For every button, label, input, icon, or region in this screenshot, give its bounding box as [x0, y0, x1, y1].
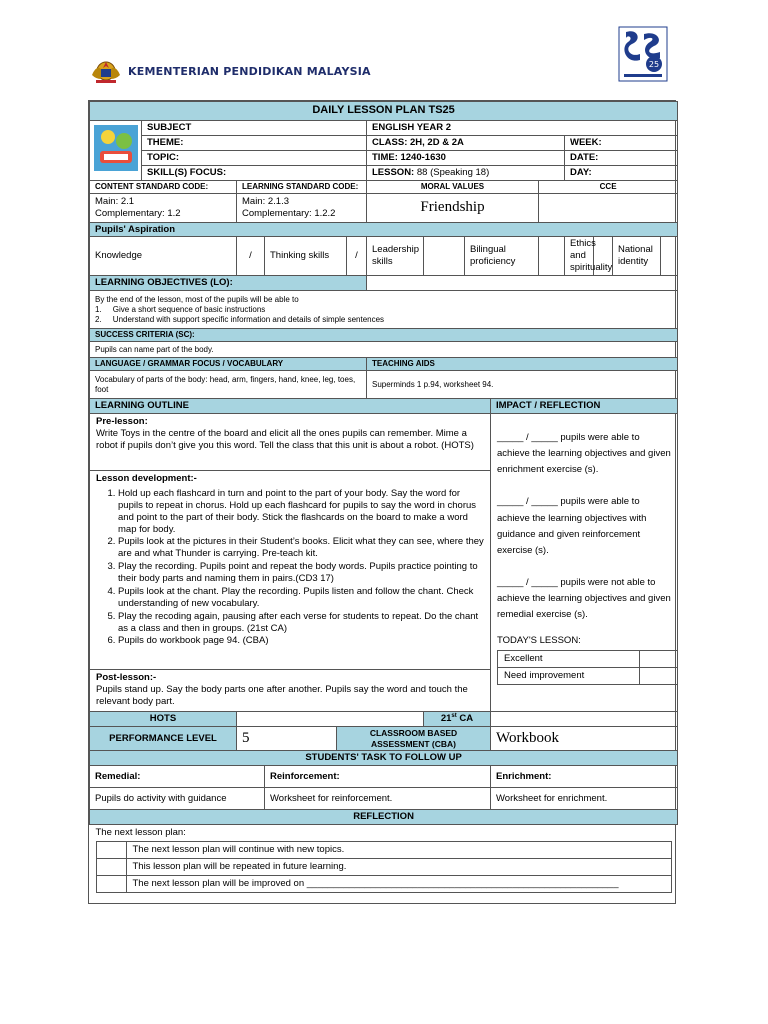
- aspiration-bilingual-mark: [539, 237, 565, 276]
- lesson-value: 88 (Speaking 18): [416, 166, 490, 178]
- learning-main: Main: 2.1.3: [242, 195, 289, 207]
- aspiration-leadership-mark: [424, 237, 465, 276]
- pre-lesson-label: Pre-lesson:: [96, 416, 148, 427]
- next-plan-options: [96, 841, 672, 893]
- rating-need-improvement: Need improvement: [498, 668, 640, 685]
- subject-value: ENGLISH YEAR 2: [367, 121, 678, 136]
- cba-label: CLASSROOM BASED ASSESSMENT (CBA): [337, 727, 491, 751]
- post-lesson-text: Pupils stand up. Say the body parts one after another. Pupils say the word and touch the relevant body part.: [96, 683, 468, 707]
- learning-objectives-body: [90, 291, 678, 329]
- skills-focus-label: SKILL(S) FOCUS:: [142, 165, 367, 180]
- impact-reflection-body: [491, 414, 678, 712]
- aspiration-thinking-mark: /: [347, 237, 367, 276]
- cce-header: CCE: [539, 180, 678, 193]
- learning-complementary: Complementary: 1.2.2: [242, 207, 336, 219]
- lesson-step: 2. Pupils look at the pictures in their Student’s books. Elicit what they can see, where they are and what Thunder is carrying. Pre-teach kit.: [118, 536, 484, 560]
- week-label: WEEK:: [565, 135, 678, 150]
- next-plan-option: This lesson plan will be repeated in future learning.: [126, 859, 671, 876]
- lesson-step: 5. Play the recoding again, pausing after each verse for students to repeat. Do the chant as a class and then in groups. (21st CA): [118, 611, 484, 635]
- theme-label: THEME:: [142, 135, 367, 150]
- aspiration-knowledge-mark: /: [237, 237, 265, 276]
- aspiration-bilingual: Bilingual proficiency: [465, 237, 539, 276]
- lesson-plan-sheet: [88, 100, 676, 904]
- performance-level-label: PERFORMANCE LEVEL: [90, 727, 237, 751]
- teaching-aids-text: Superminds 1 p.94, worksheet 94.: [367, 371, 678, 399]
- todays-lesson-label: TODAY'S LESSON:: [497, 635, 581, 647]
- aspiration-header: Pupils' Aspiration: [90, 222, 678, 237]
- subject-label: SUBJECT: [142, 121, 367, 136]
- ca21-sup: st: [451, 713, 457, 719]
- time-info: TIME: 1240-1630: [367, 150, 565, 165]
- impact-reflection-header: IMPACT / REFLECTION: [491, 399, 678, 414]
- todays-lesson-rating: [497, 650, 678, 685]
- enrichment-label: Enrichment:: [491, 766, 678, 788]
- performance-level-value: 5: [237, 727, 337, 751]
- aspiration-thinking: Thinking skills: [265, 237, 347, 276]
- reinforcement-label: Reinforcement:: [265, 766, 491, 788]
- remedial-label: Remedial:: [90, 766, 265, 788]
- learning-standard-header: LEARNING STANDARD CODE:: [237, 180, 367, 193]
- impact-reinforcement: _____ / _____ pupils were able to achieve the learning objectives with guidance and given reinforcement exercise (s).: [497, 496, 647, 556]
- lesson-development-list: [96, 488, 484, 647]
- moral-value: Friendship: [367, 193, 539, 222]
- rating-excellent: Excellent: [498, 651, 640, 668]
- language-focus-header: LANGUAGE / GRAMMAR FOCUS / VOCABULARY: [90, 358, 367, 371]
- next-plan-label: The next lesson plan:: [95, 827, 186, 839]
- book-cover-icon: [94, 125, 138, 171]
- lo-intro: By the end of the lesson, most of the pupils will be able to: [95, 294, 299, 304]
- coat-of-arms-icon: [90, 57, 122, 85]
- success-criteria-text: Pupils can name part of the body.: [90, 342, 678, 358]
- remedial-text: Pupils do activity with guidance: [90, 788, 265, 810]
- learning-outline-header: LEARNING OUTLINE: [90, 399, 491, 414]
- ca21-suffix: CA: [456, 713, 474, 725]
- class-info: CLASS: 2H, 2D & 2A: [367, 135, 565, 150]
- content-main: Main: 2.1: [95, 195, 135, 207]
- lesson-label: LESSON:: [372, 166, 415, 178]
- post-lesson-label: Post-lesson:-: [96, 672, 157, 683]
- learning-standard-values: [237, 193, 367, 222]
- next-plan-section: [90, 839, 678, 893]
- rating-excellent-box[interactable]: [640, 651, 678, 668]
- next-plan-option: The next lesson plan will continue with new topics.: [126, 842, 671, 859]
- language-focus-text: Vocabulary of parts of the body: head, arm, fingers, hand, knee, leg, toes, foot: [90, 371, 367, 399]
- teaching-aids-header: TEACHING AIDS: [367, 358, 678, 371]
- pre-lesson-text: Write Toys in the centre of the board and elicit all the ones pupils can remember. Mime a robot if pupils don’t give you this word. Tell the class that this unit is about a robot. (HOTS): [96, 427, 474, 451]
- next-plan-option: The next lesson plan will be improved on ___________________________________________________________: [126, 875, 671, 892]
- reflection-header: REFLECTION: [90, 810, 678, 825]
- cce-value: [539, 193, 678, 222]
- aspiration-ethics: Ethics and spirituality: [565, 237, 594, 276]
- date-label: DATE:: [565, 150, 678, 165]
- pre-lesson-section: [90, 414, 490, 471]
- day-label: DAY:: [565, 165, 678, 180]
- lesson-step: 3. Play the recording. Pupils point and repeat the body words. Pupils practice pointing to their body parts and naming them in pairs.(CD3 17): [118, 561, 484, 585]
- moral-values-header: MORAL VALUES: [367, 180, 539, 193]
- next-plan-checkbox[interactable]: [96, 859, 126, 876]
- content-complementary: Complementary: 1.2: [95, 207, 181, 219]
- superminds-thumbnail: [90, 121, 142, 181]
- lesson-info: [367, 165, 565, 180]
- lesson-step: 4. Pupils look at the chant. Play the recording. Pupils listen and follow the chant. Check understanding of new vocabulary.: [118, 586, 484, 610]
- ca21-label: [424, 712, 491, 727]
- post-lesson-section: [90, 670, 490, 710]
- aspiration-national-mark: [661, 237, 678, 276]
- enrichment-text: Worksheet for enrichment.: [491, 788, 678, 810]
- ca21-number: 21: [440, 713, 452, 725]
- hots-label: HOTS: [90, 712, 237, 727]
- lo-item: 2. Understand with support specific information and details of simple sentences: [95, 314, 385, 324]
- learning-objectives-header: LEARNING OBJECTIVES (LO):: [90, 276, 367, 291]
- learning-objectives-side: [367, 276, 678, 291]
- next-plan-checkbox[interactable]: [96, 875, 126, 892]
- impact-enrichment: _____ / _____ pupils were able to achieve the learning objectives and given enrichment exercise (s).: [497, 432, 671, 476]
- hots-value: [237, 712, 424, 727]
- lesson-plan-table: [89, 101, 678, 893]
- content-standard-header: CONTENT STANDARD CODE:: [90, 180, 237, 193]
- topic-label: TOPIC:: [142, 150, 367, 165]
- students-task-header: STUDENTS' TASK TO FOLLOW UP: [90, 751, 678, 766]
- aspiration-knowledge: Knowledge: [90, 237, 237, 276]
- lesson-development-section: [90, 471, 490, 670]
- lo-item: 1. Give a short sequence of basic instructions: [95, 304, 266, 314]
- ts25-badge: 25: [648, 60, 660, 69]
- lesson-development-label: Lesson development:-: [96, 473, 197, 484]
- plan-title: DAILY LESSON PLAN TS25: [90, 102, 678, 121]
- cba-value: Workbook: [491, 727, 678, 751]
- impact-remedial: _____ / _____ pupils were not able to achieve the learning objectives and given remedial exercise (s).: [497, 576, 671, 621]
- ts25-logo: [618, 26, 668, 82]
- lesson-step: 1. Hold up each flashcard in turn and point to the part of your body. Say the word for pupils to repeat in chorus. Hold up each flashcard for pupils to say the word in chorus and point to the part of their body. Stick the flashcards on the board to make a word map for body.: [118, 488, 484, 536]
- ministry-name: KEMENTERIAN PENDIDIKAN MALAYSIA: [128, 64, 371, 78]
- content-standard-values: [90, 193, 237, 222]
- lesson-step: 6. Pupils do workbook page 94. (CBA): [118, 635, 484, 647]
- ministry-header: [90, 54, 371, 88]
- aspiration-national: National identity: [613, 237, 661, 276]
- aspiration-leadership: Leadership skills: [367, 237, 424, 276]
- learning-outline-body: [90, 414, 491, 712]
- rating-need-improvement-box[interactable]: [640, 668, 678, 685]
- next-plan-checkbox[interactable]: [96, 842, 126, 859]
- reinforcement-text: Worksheet for reinforcement.: [265, 788, 491, 810]
- success-criteria-header: SUCCESS CRITERIA (SC):: [90, 329, 678, 342]
- ca21-value: [491, 712, 678, 727]
